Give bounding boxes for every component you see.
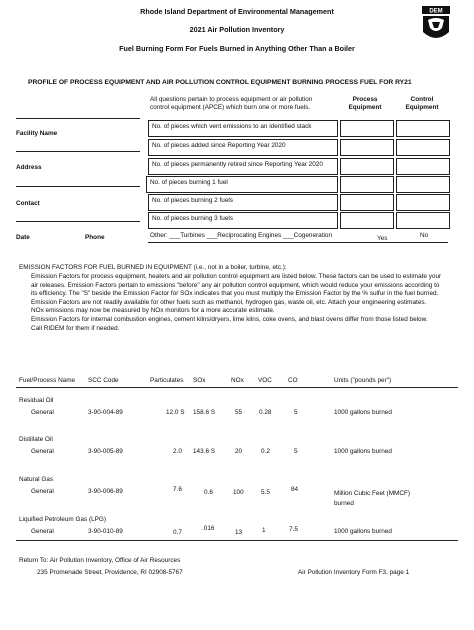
address-line-2 bbox=[16, 186, 140, 187]
process-2-fuels-input[interactable] bbox=[340, 194, 394, 211]
units-value: Million Cubic Feet (MMCF) burned bbox=[334, 490, 410, 507]
emis-line: air releases. Emission Factors pertain to emissions "before" any air pollution control equipment, which would reduce your emissions according to bbox=[31, 281, 440, 289]
pm-value: 7.6 bbox=[173, 486, 182, 493]
contact-line bbox=[16, 221, 140, 222]
emis-line: NOx emissions may now be measured by NOx monitors for a more accurate estimate. bbox=[31, 307, 275, 315]
col-scc-code: SCC Code bbox=[88, 377, 119, 384]
question-1-fuel: No. of pieces burning 1 fuel bbox=[146, 176, 338, 193]
fuel-name: Liquified Petroleum Gas (LPG) bbox=[19, 516, 107, 523]
phone-label: Phone bbox=[85, 234, 105, 241]
col-units: Units ("pounds per") bbox=[334, 377, 392, 384]
col-voc: VOC bbox=[258, 377, 272, 384]
voc-value: 0.2 bbox=[261, 448, 270, 455]
pm-value: 2.0 bbox=[173, 448, 182, 455]
contact-label: Contact bbox=[16, 200, 40, 207]
return-to: Return To: Air Pollution Inventory, Office of Air Resources bbox=[19, 557, 181, 564]
return-address: 235 Promenade Street, Providence, RI 02908-5767 bbox=[37, 569, 183, 576]
control-equipment-head: Control Equipment bbox=[405, 96, 439, 111]
control-1-fuel-input[interactable] bbox=[396, 176, 450, 193]
sox-value: .016 bbox=[202, 525, 215, 532]
date-label: Date bbox=[16, 234, 30, 241]
no-label: No bbox=[420, 232, 429, 239]
address-label: Address bbox=[16, 164, 42, 171]
form-title: Fuel Burning Form For Fuels Burned in Anything Other Than a Boiler bbox=[119, 44, 355, 53]
emis-line: Call RIDEM for them if needed. bbox=[31, 324, 120, 332]
logo-text: DEM bbox=[429, 8, 443, 15]
emission-factors-text bbox=[31, 273, 441, 333]
units-value: 1000 gallons burned bbox=[334, 528, 392, 535]
question-2-fuels: No. of pieces burning 2 fuels bbox=[148, 194, 338, 211]
scc-code: 3-90-005-89 bbox=[88, 448, 123, 455]
question-3-fuels: No. of pieces burning 3 fuels bbox=[148, 212, 338, 229]
voc-value: 5.5 bbox=[261, 489, 270, 496]
intro-line-2: control equipment (APCE) which burn one or more fuels. bbox=[150, 104, 311, 111]
control-retired-input[interactable] bbox=[396, 158, 450, 175]
fuel-name: Natural Gas bbox=[19, 476, 54, 483]
agency-title: Rhode Island Department of Environmental Management bbox=[140, 7, 334, 16]
sox-value: 0.6 bbox=[204, 489, 213, 496]
dem-logo bbox=[422, 6, 450, 44]
process-1-fuel-input[interactable] bbox=[340, 176, 394, 193]
col-fuel-process: Fuel/Process Name bbox=[19, 377, 76, 384]
control-2-fuels-input[interactable] bbox=[396, 194, 450, 211]
process-name: General bbox=[31, 409, 54, 416]
voc-value: 1 bbox=[262, 527, 266, 534]
units-value: 1000 gallons burned bbox=[334, 448, 392, 455]
co-value: 84 bbox=[291, 486, 299, 493]
fuel-name: Residual Oil bbox=[19, 397, 54, 404]
emission-factors-heading: EMISSION FACTORS FOR FUEL BURNED IN EQUIPMENT (i.e., not in a boiler, turbine, etc.): bbox=[19, 264, 287, 271]
nox-value: 13 bbox=[235, 529, 243, 536]
address-line-1 bbox=[16, 151, 140, 152]
scc-code: 3-90-010-89 bbox=[88, 528, 123, 535]
other-equipment-row: Other: ___Turbines ___Reciprocating Engines ___Cogeneration bbox=[150, 232, 333, 239]
pm-value: 12.0 S bbox=[166, 409, 185, 416]
question-retired: No. of pieces permanently retired since Reporting Year 2020 bbox=[148, 158, 338, 175]
emis-line: Emission Factors are not readily available for other fuels such as methanol, hydrogen gas, waste oil, etc. Attach your engineering estimates. bbox=[31, 298, 427, 306]
sox-value: 158.6 S bbox=[193, 409, 216, 416]
process-equipment-head: Process Equipment bbox=[348, 96, 382, 111]
control-3-fuels-input[interactable] bbox=[396, 212, 450, 229]
voc-value: 0.28 bbox=[259, 409, 272, 416]
fuel-name: Distillate Oil bbox=[19, 436, 53, 443]
question-vent-stack: No. of pieces which vent emissions to an identified stack bbox=[148, 120, 338, 137]
form-page-label: Air Pollution Inventory Form F3, page 1 bbox=[298, 569, 410, 576]
scc-code: 3-90-006-89 bbox=[88, 488, 123, 495]
scc-code: 3-90-004-89 bbox=[88, 409, 123, 416]
col-sox: SOx bbox=[193, 377, 206, 384]
sox-value: 143.6 S bbox=[193, 448, 216, 455]
process-retired-input[interactable] bbox=[340, 158, 394, 175]
profile-intro bbox=[150, 96, 312, 112]
question-added: No. of pieces added since Reporting Year 2020 bbox=[148, 139, 338, 156]
table-header-rule bbox=[16, 387, 458, 388]
control-added-input[interactable] bbox=[396, 139, 450, 156]
process-name: General bbox=[31, 488, 54, 495]
process-3-fuels-input[interactable] bbox=[340, 212, 394, 229]
yes-label: Yes bbox=[377, 235, 388, 242]
emis-line: Emission Factors for process equipment, heaters and air pollution control equipment are listed below. These factors can be used to estimate your bbox=[31, 273, 442, 280]
process-name: General bbox=[31, 448, 54, 455]
co-value: 5 bbox=[294, 448, 298, 455]
facility-name-label: Facility Name bbox=[16, 130, 58, 137]
emis-line: Emission Factors for internal combustion engines, cement kilns/dryers, lime kilns, coke ovens, and blast ovens differ from those listed below. bbox=[31, 315, 428, 323]
co-value: 7.5 bbox=[289, 526, 298, 533]
process-vent-stack-input[interactable] bbox=[340, 120, 394, 137]
co-value: 5 bbox=[294, 409, 298, 416]
units-value: 1000 gallons burned bbox=[334, 409, 392, 416]
facility-name-line bbox=[16, 118, 140, 119]
col-nox: NOx bbox=[231, 377, 244, 384]
inventory-title: 2021 Air Pollution Inventory bbox=[189, 25, 285, 34]
pm-value: 0.7 bbox=[173, 529, 182, 536]
nox-value: 20 bbox=[235, 448, 243, 455]
process-name: General bbox=[31, 528, 54, 535]
other-row-line bbox=[148, 242, 448, 243]
table-bottom-rule bbox=[16, 540, 458, 541]
col-particulates: Particulates bbox=[150, 377, 184, 384]
emis-line: its efficiency. The "S" beside the Emission Factor for SOx indicates that you must multiply the Emission Factor by the % sulfur in the fuel burned. bbox=[31, 290, 439, 298]
col-co: CO bbox=[288, 377, 298, 384]
process-added-input[interactable] bbox=[340, 139, 394, 156]
control-vent-stack-input[interactable] bbox=[396, 120, 450, 137]
nox-value: 55 bbox=[235, 409, 243, 416]
profile-title: PROFILE OF PROCESS EQUIPMENT AND AIR POLLUTION CONTROL EQUIPMENT BURNING PROCESS FUEL FOR RY21 bbox=[28, 79, 412, 86]
intro-line-1: All questions pertain to process equipment or air pollution bbox=[150, 96, 313, 103]
nox-value: 100 bbox=[233, 489, 244, 496]
